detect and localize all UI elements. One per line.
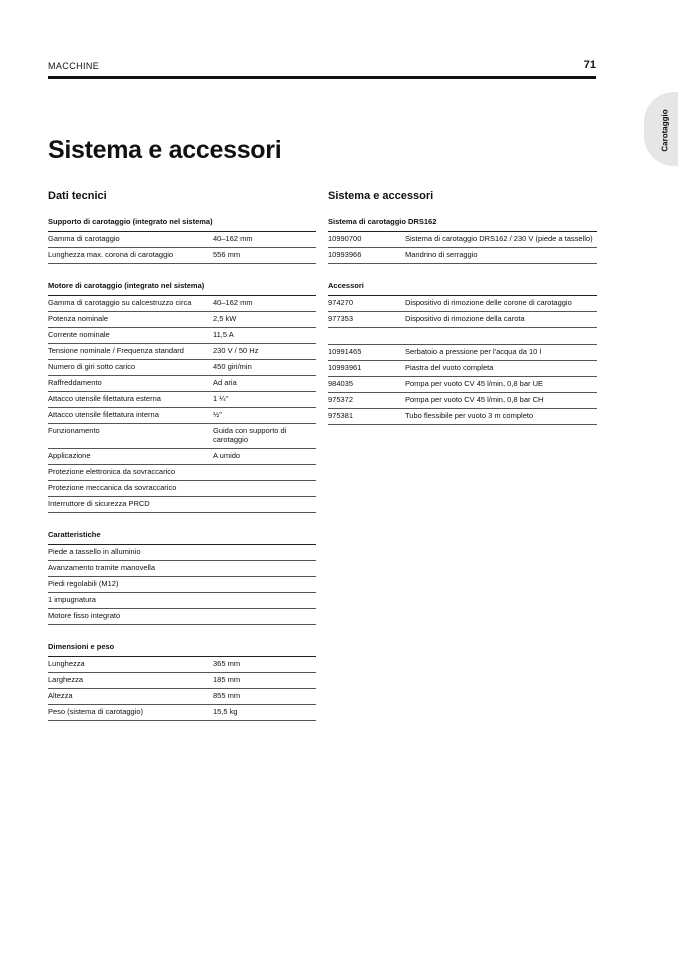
spec-value	[213, 577, 316, 593]
table-row	[48, 248, 316, 264]
table-row	[328, 393, 597, 409]
spec-value: 11,5 A	[213, 328, 316, 344]
table-row	[328, 232, 597, 248]
spec-label: Gamma di carotaggio	[48, 232, 213, 248]
article-number: 10993966	[328, 248, 405, 264]
spec-label: Motore fisso integrato	[48, 609, 213, 625]
section-label: MACCHINE	[48, 61, 100, 71]
spec-value: 855 mm	[213, 689, 316, 705]
table-row	[328, 248, 597, 264]
spec-label: Piedi regolabili (M12)	[48, 577, 213, 593]
spec-value: 556 mm	[213, 248, 316, 264]
table-row	[48, 392, 316, 408]
article-description	[405, 328, 597, 345]
side-tab-label: Carotaggio	[660, 109, 670, 152]
table-row	[48, 497, 316, 513]
table-row	[48, 360, 316, 376]
table-row	[48, 545, 316, 561]
spec-label: Protezione elettronica da sovraccarico	[48, 465, 213, 481]
table-row	[48, 328, 316, 344]
spec-label: Funzionamento	[48, 424, 213, 449]
table-row	[328, 328, 597, 345]
spec-value: 365 mm	[213, 657, 316, 673]
article-number: 10993961	[328, 361, 405, 377]
table-row	[328, 312, 597, 328]
technical-data-table	[48, 216, 316, 721]
table-row	[48, 376, 316, 392]
spec-label: Altezza	[48, 689, 213, 705]
group-title: Accessori	[328, 280, 597, 296]
table-row	[48, 609, 316, 625]
spec-value	[213, 593, 316, 609]
spec-value	[213, 497, 316, 513]
spec-label: Larghezza	[48, 673, 213, 689]
group-title: Supporto di carotaggio (integrato nel sistema)	[48, 216, 316, 232]
table-row	[48, 689, 316, 705]
group-title: Dimensioni e peso	[48, 641, 316, 657]
spec-value: 40–162 mm	[213, 296, 316, 312]
group-title-row	[328, 216, 597, 232]
spec-value: 1 ¼"	[213, 392, 316, 408]
spec-label: Lunghezza	[48, 657, 213, 673]
spec-value: 15,5 kg	[213, 705, 316, 721]
article-number: 10991465	[328, 345, 405, 361]
table-row	[328, 296, 597, 312]
group-title: Motore di carotaggio (integrato nel sistema)	[48, 280, 316, 296]
article-number: 977353	[328, 312, 405, 328]
spec-value: 230 V / 50 Hz	[213, 344, 316, 360]
spec-value	[213, 465, 316, 481]
group-spacer	[48, 513, 316, 530]
table-row	[48, 232, 316, 248]
spec-label: Protezione meccanica da sovraccarico	[48, 481, 213, 497]
article-number	[328, 328, 405, 345]
table-row	[48, 296, 316, 312]
page-title: Sistema e accessori	[48, 136, 282, 164]
article-number: 975381	[328, 409, 405, 425]
spec-value	[213, 545, 316, 561]
side-tab	[644, 92, 678, 166]
article-description: Mandrino di serraggio	[405, 248, 597, 264]
table-row	[48, 577, 316, 593]
spec-label: Gamma di carotaggio su calcestruzzo circa	[48, 296, 213, 312]
table-row	[48, 673, 316, 689]
table-row	[48, 657, 316, 673]
page-header	[48, 60, 596, 79]
spec-value: ½"	[213, 408, 316, 424]
table-row	[328, 361, 597, 377]
spec-value: Ad aria	[213, 376, 316, 392]
spec-label: Applicazione	[48, 449, 213, 465]
article-description: Dispositivo di rimozione delle corone di carotaggio	[405, 296, 597, 312]
spec-label: Piede a tassello in alluminio	[48, 545, 213, 561]
table-row	[48, 561, 316, 577]
group-title-row	[48, 280, 316, 296]
group-title: Sistema di carotaggio DRS162	[328, 216, 597, 232]
article-description: Piastra del vuoto completa	[405, 361, 597, 377]
table-row	[48, 312, 316, 328]
spec-value: 40–162 mm	[213, 232, 316, 248]
spec-label: Potenza nominale	[48, 312, 213, 328]
spec-value	[213, 609, 316, 625]
table-row	[48, 481, 316, 497]
table-row	[48, 408, 316, 424]
table-row	[328, 409, 597, 425]
spec-label: 1 impugnatura	[48, 593, 213, 609]
table-row	[328, 377, 597, 393]
spec-label: Avanzamento tramite manovella	[48, 561, 213, 577]
group-title-row	[48, 216, 316, 232]
table-row	[48, 705, 316, 721]
table-row	[328, 345, 597, 361]
group-title-row	[328, 280, 597, 296]
spec-label: Raffreddamento	[48, 376, 213, 392]
spec-value: 2,5 kW	[213, 312, 316, 328]
spec-label: Attacco utensile filettatura interna	[48, 408, 213, 424]
spec-label: Corrente nominale	[48, 328, 213, 344]
group-title-row	[48, 529, 316, 545]
technical-data-heading: Dati tecnici	[48, 190, 107, 202]
spec-label: Interruttore di sicurezza PRCD	[48, 497, 213, 513]
group-spacer	[328, 264, 597, 281]
spec-value: 450 giri/min	[213, 360, 316, 376]
article-description: Pompa per vuoto CV 45 l/min, 0,8 bar UE	[405, 377, 597, 393]
article-number: 974270	[328, 296, 405, 312]
spec-label: Peso (sistema di carotaggio)	[48, 705, 213, 721]
article-number: 975372	[328, 393, 405, 409]
accessories-heading: Sistema e accessori	[328, 190, 434, 202]
article-description: Pompa per vuoto CV 45 l/min, 0,8 bar CH	[405, 393, 597, 409]
table-row	[48, 449, 316, 465]
table-row	[48, 344, 316, 360]
spec-label: Tensione nominale / Frequenza standard	[48, 344, 213, 360]
group-spacer	[48, 625, 316, 642]
article-number: 10990700	[328, 232, 405, 248]
spec-value	[213, 561, 316, 577]
spec-label: Lunghezza max. corona di carotaggio	[48, 248, 213, 264]
table-row	[48, 465, 316, 481]
article-description: Serbatoio a pressione per l'acqua da 10 l	[405, 345, 597, 361]
table-row	[48, 424, 316, 449]
article-number: 984035	[328, 377, 405, 393]
group-spacer	[48, 264, 316, 281]
article-description: Tubo flessibile per vuoto 3 m completo	[405, 409, 597, 425]
spec-label: Attacco utensile filettatura esterna	[48, 392, 213, 408]
article-description: Dispositivo di rimozione della carota	[405, 312, 597, 328]
accessories-column	[328, 190, 597, 425]
spec-value	[213, 481, 316, 497]
article-description: Sistema di carotaggio DRS162 / 230 V (piede a tassello)	[405, 232, 597, 248]
group-title: Caratteristiche	[48, 529, 316, 545]
page-number: 71	[583, 59, 596, 71]
spec-value: Guida con supporto di carotaggio	[213, 424, 316, 449]
table-row	[48, 593, 316, 609]
spec-value: A umido	[213, 449, 316, 465]
technical-data-column	[48, 190, 316, 721]
spec-label: Numero di giri sotto carico	[48, 360, 213, 376]
group-title-row	[48, 641, 316, 657]
spec-value: 185 mm	[213, 673, 316, 689]
accessories-table	[328, 216, 597, 425]
